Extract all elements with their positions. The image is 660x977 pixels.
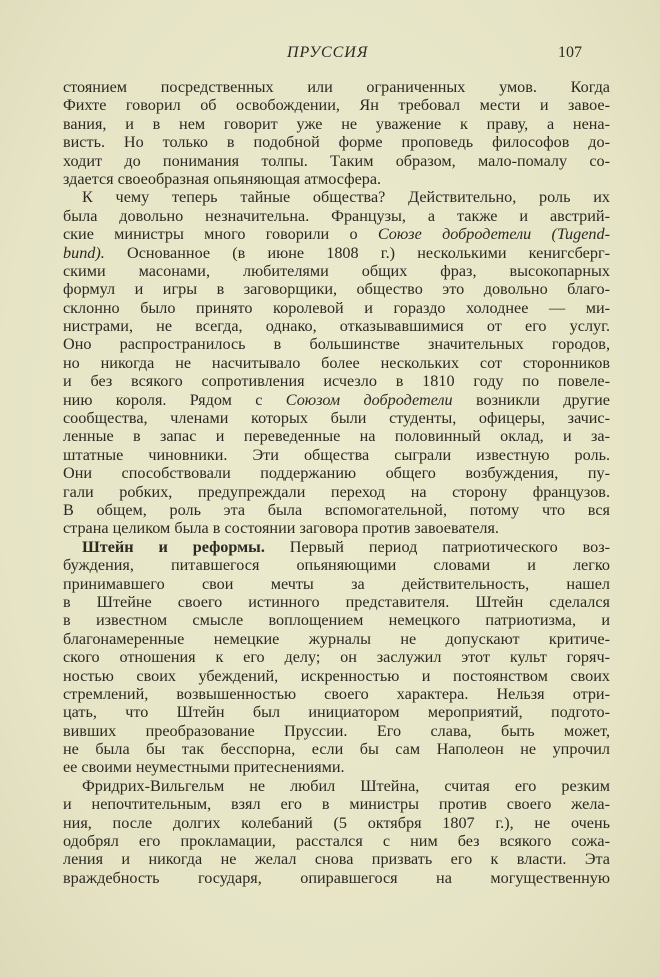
text-segment: штатные чиновники. Эти общества сыграли известную роль.: [63, 445, 610, 464]
text-segment: но никогда не насчитывало более нескольких сот сторонников: [63, 353, 610, 372]
text-segment: висть. Но только в подобной форме проповедь философов до-: [63, 133, 610, 152]
text-line: [63, 538, 610, 556]
text-segment: была довольно незначительна. Французы, а также и австрий-: [63, 206, 610, 225]
text-segment: цать, что Штейн был инициатором мероприятий, подгото-: [63, 703, 610, 722]
text-segment: и непочтительным, взял его в министры против своего жела-: [63, 795, 610, 814]
text-segment: формул и игры в заговорщики, общество это довольно благо-: [63, 280, 610, 299]
text-segment: враждебность государя, опиравшегося на могущественную: [63, 868, 610, 887]
text-segment: Они способствовали поддержанию общего возбуждения, пу-: [63, 464, 610, 483]
italic-text: Союзом добродетели: [285, 390, 453, 409]
text-line: [63, 409, 610, 427]
text-line: [63, 869, 610, 887]
text-line: [63, 299, 610, 317]
text-line: [63, 133, 610, 151]
text-segment: в Штейне своего истинного представителя. Штейн сделался: [63, 592, 610, 611]
text-segment: стоянием посредственных или ограниченных умов. Когда: [63, 78, 610, 96]
text-segment: В общем, роль эта была вспомогательной, потому что вся: [63, 500, 610, 519]
section-heading: Штейн и реформы.: [82, 537, 265, 556]
text-line: [63, 722, 610, 740]
italic-text: bund).: [63, 243, 105, 262]
text-line: [63, 648, 610, 666]
text-segment: Фридрих-Вильгельм не любил Штейна, считая его резким: [82, 776, 610, 795]
text-line: [63, 850, 610, 868]
text-segment: не была бы так бесспорна, если бы сам Наполеон не упрочил: [63, 740, 610, 759]
text-line: [63, 78, 610, 96]
text-line: [63, 777, 610, 795]
italic-text: Союзе добродетели (Tugend-: [377, 225, 611, 244]
text-segment: возникли другие: [452, 390, 610, 409]
text-segment: ностью своих убеждений, искренностью и постоянством своих: [63, 666, 610, 685]
text-segment: Основанное (в июне 1808 г.) несколькими кенигсберг-: [104, 243, 610, 262]
text-line: [63, 354, 610, 372]
text-segment: ские министры много говорили о: [63, 225, 378, 244]
text-line: [63, 501, 610, 519]
text-segment: в известном смысле воплощением немецкого патриотизма, и: [63, 611, 610, 630]
text-segment: скими масонами, любителями общих фраз, высокопарных: [63, 261, 610, 280]
page-body-text: [63, 78, 610, 887]
text-line: [63, 115, 610, 133]
text-line: [63, 427, 610, 445]
text-line: [63, 703, 610, 721]
text-segment: ния, после долгих колебаний (5 октября 1807 г.), не очень: [63, 813, 610, 832]
page-header: [63, 44, 610, 66]
text-segment: вивших преобразование Пруссии. Его слава, быть может,: [63, 721, 610, 740]
text-segment: Оно распространилось в большинстве значительных городов,: [63, 335, 610, 354]
text-line: [63, 207, 610, 225]
text-segment: нистрами, не всегда, однако, отказывавшимися от его услуг.: [63, 317, 610, 336]
text-segment: принимавшего свои мечты за действительность, нашел: [63, 574, 610, 593]
text-line: [63, 225, 610, 243]
text-line: [63, 152, 610, 170]
text-line: [63, 170, 610, 188]
text-line: [63, 519, 610, 537]
text-line: [63, 667, 610, 685]
text-line: [63, 556, 610, 574]
text-segment: вания, и в нем говорит уже не уважение к праву, а нена-: [63, 114, 610, 133]
text-segment: и без всякого сопротивления исчезло в 1810 году по повеле-: [63, 372, 610, 391]
text-segment: гали робких, предупреждали переход на сторону французов.: [63, 482, 610, 501]
text-line: [63, 483, 610, 501]
text-line: [63, 593, 610, 611]
text-segment: ского отношения к его делу; он заслужил этот культ горяч-: [63, 648, 610, 667]
text-segment: Первый период патриотического воз-: [264, 537, 611, 556]
text-segment: склонно было принято королевой и гораздо холоднее — ми-: [63, 298, 610, 317]
text-segment: ленные в запас и переведенные на половинный оклад, и за-: [63, 427, 610, 446]
text-line: [63, 96, 610, 114]
text-segment: сообщества, членами которых были студенты, офицеры, зачис-: [63, 409, 610, 428]
text-line: [63, 391, 610, 409]
text-line: [63, 795, 610, 813]
text-line: [63, 464, 610, 482]
page-number: 107: [558, 44, 582, 61]
text-segment: нию короля. Рядом с: [63, 390, 286, 409]
text-segment: ее своими неуместными притеснениями.: [63, 758, 345, 777]
text-line: [63, 575, 610, 593]
text-segment: Фихте говорил об освобождении, Ян требовал мести и завое-: [63, 96, 610, 115]
text-line: [63, 372, 610, 390]
text-line: [63, 317, 610, 335]
text-line: [63, 814, 610, 832]
text-line: [63, 611, 610, 629]
text-segment: ходит до понимания толпы. Таким образом, мало-помалу со-: [63, 151, 610, 170]
text-segment: благонамеренные немецкие журналы не допускают критиче-: [63, 629, 610, 648]
text-line: [63, 758, 610, 776]
text-segment: стремлений, возвышенностью своего характера. Нельзя отри-: [63, 684, 610, 703]
text-line: [63, 685, 610, 703]
text-segment: страна целиком была в состоянии заговора против завоевателя.: [63, 519, 499, 538]
text-line: [63, 446, 610, 464]
text-segment: К чему теперь тайные общества? Действительно, роль их: [82, 188, 610, 207]
text-line: [63, 832, 610, 850]
text-line: [63, 740, 610, 758]
text-segment: здается своеобразная опьяняющая атмосфера.: [63, 169, 382, 188]
text-line: [63, 630, 610, 648]
text-segment: одобрял его прокламации, расстался с ним без всякого сожа-: [63, 832, 610, 851]
text-segment: буждения, питавшегося опьяняющими словами и легко: [63, 556, 610, 575]
running-title: ПРУССИЯ: [287, 44, 369, 61]
text-line: [63, 262, 610, 280]
text-line: [63, 335, 610, 353]
text-line: [63, 280, 610, 298]
text-segment: ления и никогда не желал снова призвать его к власти. Эта: [63, 850, 610, 869]
text-line: [63, 244, 610, 262]
text-line: [63, 188, 610, 206]
